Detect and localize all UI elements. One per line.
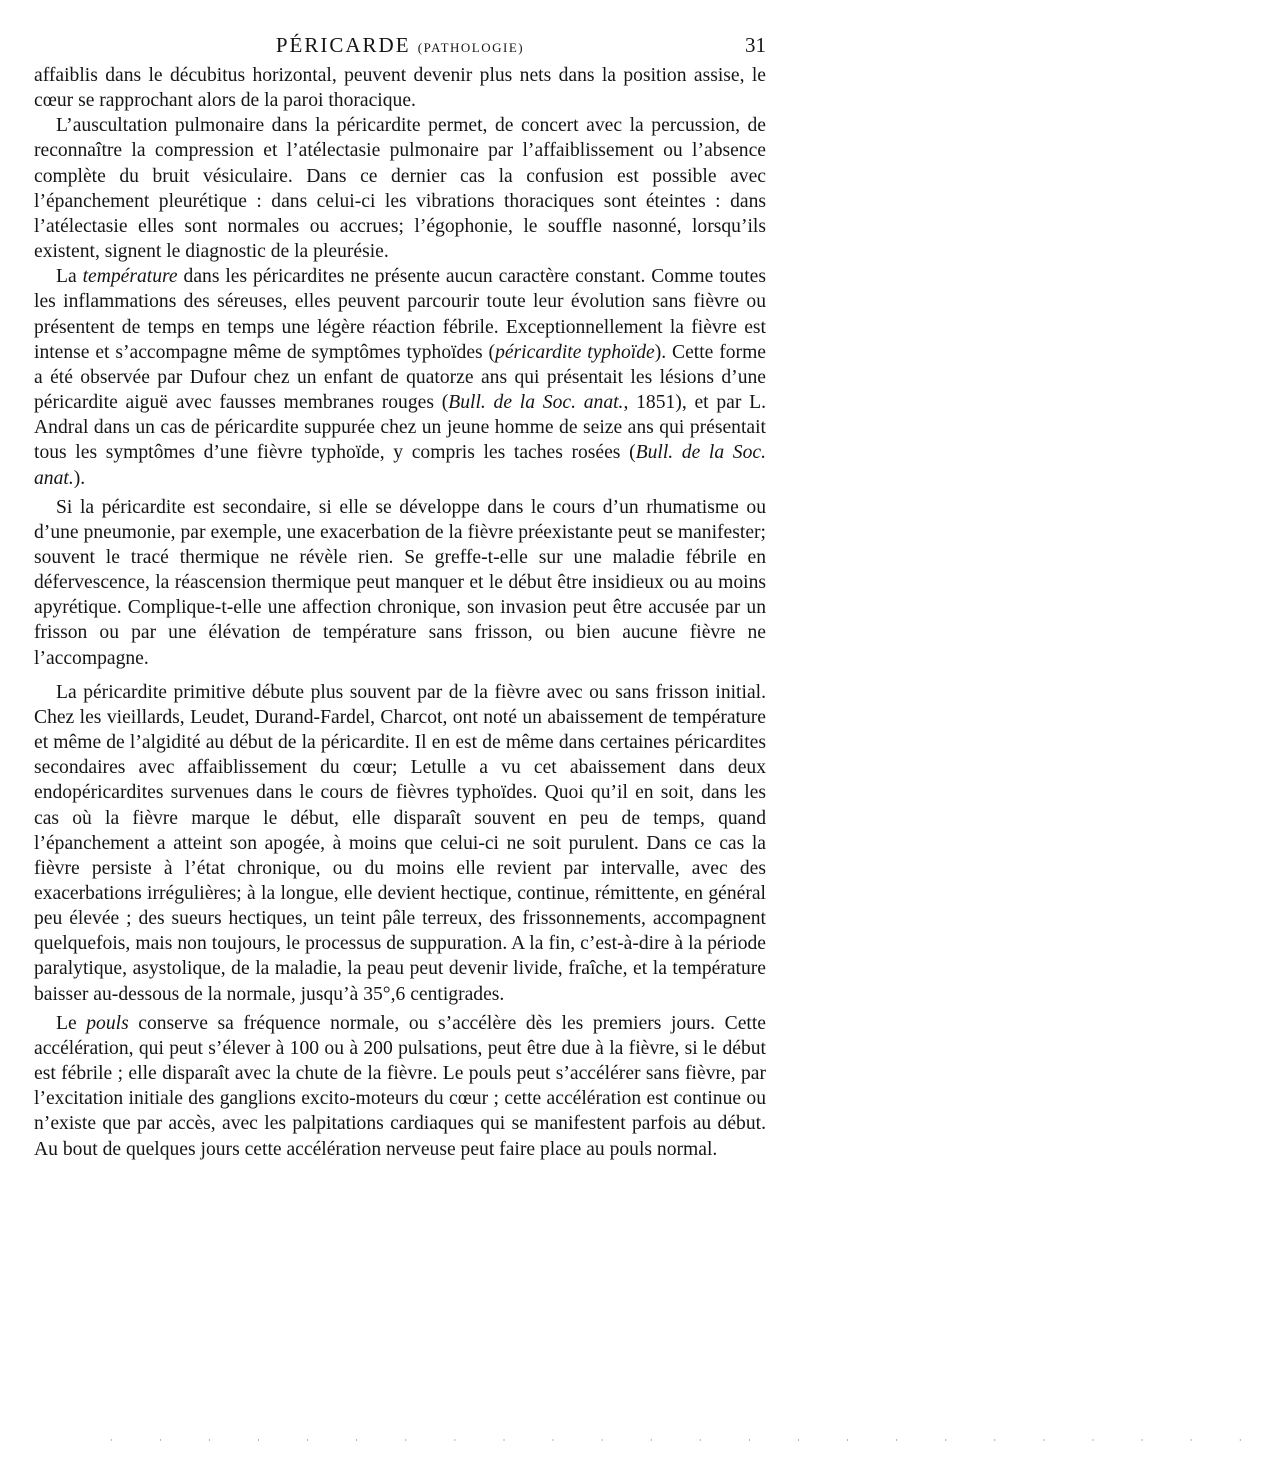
header-section: (PATHOLOGIE) [417,40,525,55]
text-run: La [56,266,83,288]
citation: Bull. de la Soc. anat. [34,442,766,489]
scan-noise: · · · · · · · · · · · · · · · · · · · · · · · · [110,1436,1264,1445]
italic-term: péricardite typhoïde [495,341,655,363]
paragraph-auscultation: L’auscultation pulmonaire dans la péricardite permet, de concert avec la percussion, de reconnaître la compression et l’atélectasie pulmonaire par l’affaiblissement ou l’absence complète du bruit vésiculaire. Dans ce dernier cas la confusion est possible avec l’épanchement pleurétique : dans celui-ci les vibrations thoraciques sont éteintes : dans l’atélectasie elles sont normales ou accrues; l’égophonie, le souffle nasonné, lorsqu’ils existent, signent le diagnostic de la pleurésie. [34,115,766,263]
text-run: ). [73,467,86,489]
text-run: conserve sa fréquence normale, ou s’accélère dès les premiers jours. Cette accélération, qui peut s’élever à 100 ou à 200 pulsations, peut être due à la fièvre, si le début est fébrile ; elle disparaît avec la chute de la fièvre. Le pouls peut s’accélérer sans fièvre, par l’excitation initiale des ganglions excito-moteurs du cœur ; cette accélération est continue ou n’existe que par accès, avec les palpitations cardiaques qui se manifestent parfois au début. Au bout de quelques jours cette accélération nerveuse peut faire place au pouls normal. [34,1012,766,1160]
header-title: PÉRICARDE [275,33,411,57]
paragraph-pouls [34,1011,766,1162]
page-number: 31 [745,33,766,57]
text-run: dans les péricardites ne présente aucun caractère constant. Comme toutes les inflammations des séreuses, elles peuvent parcourir toute leur évolution sans fièvre ou présentent de temps en temps une légère réaction fébrile. Exceptionnellement la fièvre est intense et s’accompagne même de symptômes typhoïdes ( [34,266,766,363]
paragraph-continued: affaiblis dans le décubitus horizontal, peuvent devenir plus nets dans la position assise, le cœur se rapprochant alors de la paroi thoracique. [34,65,766,112]
body-text [34,63,766,1162]
italic-term: température [82,266,178,288]
running-title [34,30,766,63]
citation: Bull. de la Soc. anat. [448,392,624,414]
paragraph-secondaire: Si la péricardite est secondaire, si elle se développe dans le cours d’un rhumatisme ou d’une pneumonie, par exemple, une exacerbation de la fièvre préexistante peut se manifester; souvent le tracé thermique ne révèle rien. Se greffe-t-elle sur une maladie fébrile en défervescence, la réascension thermique peut manquer et le début être insidieux ou au moins apyrétique. Complique-t-elle une affection chronique, son invasion peut être accusée par un frisson ou par une élévation de température sans frisson, ou bien aucune fièvre ne l’accompagne. [34,496,766,669]
running-head [34,30,766,60]
paragraph-temperature [34,264,766,490]
italic-term: pouls [86,1012,129,1034]
text-run: , 1851), et par L. Andral dans un cas de péricardite suppurée chez un jeune homme de seize ans qui présentait tous les symptômes d’une fièvre typhoïde, y compris les taches rosées ( [34,392,766,464]
paragraph-primitive: La péricardite primitive débute plus souvent par de la fièvre avec ou sans frisson initial. Chez les vieillards, Leudet, Durand-Fardel, Charcot, ont noté un abaissement de température et même de l’algidité au début de la péricardite. Il en est de même dans certaines péricardites secondaires avec affaiblissement du cœur; Letulle a vu cet abaissement dans deux endopéricardites survenues dans le cours de fièvres typhoïdes. Quoi qu’il en soit, dans les cas où la fièvre marque le début, elle disparaît souvent en peu de temps, quand l’épanchement a atteint son apogée, à moins que celui-ci ne soit purulent. Dans ce cas la fièvre persiste à l’état chronique, ou du moins elle revient par intervalle, avec des exacerbations irrégulières; à la longue, elle devient hectique, continue, rémittente, en général peu élevée ; des sueurs hectiques, un teint pâle terreux, des frissonnements, accompagnent quelquefois, mais non toujours, le processus de suppuration. A la fin, c’est-à-dire à la période paralytique, asystolique, de la maladie, la peau peut devenir livide, fraîche, et la température baisser au-dessous de la normale, jusqu’à 35°,6 centigrades. [34,681,766,1005]
text-run: Le [56,1012,87,1034]
text-run: ). Cette forme a été observée par Dufour chez un enfant de quatorze ans qui présentait les lésions d’une péricardite aiguë avec fausses membranes rouges ( [34,341,767,414]
